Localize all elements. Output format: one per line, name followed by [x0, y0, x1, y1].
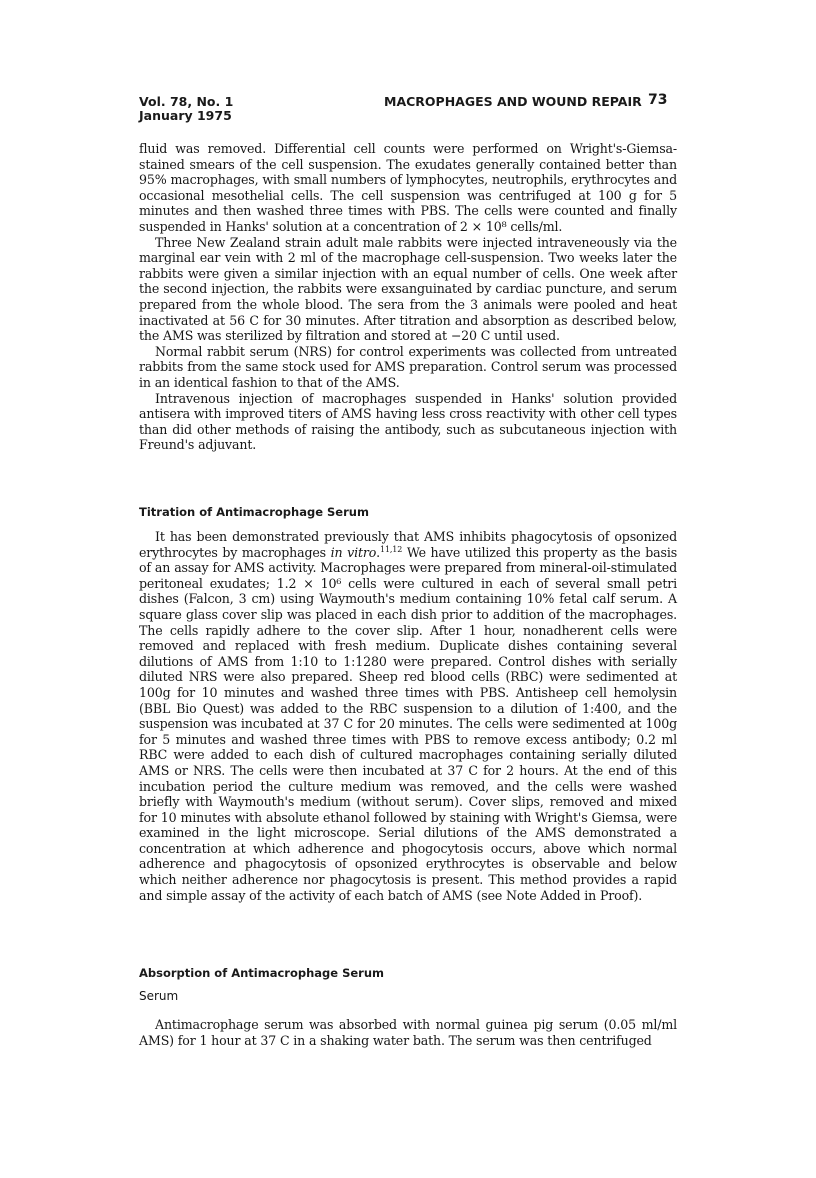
running-title: MACROPHAGES AND WOUND REPAIR	[384, 94, 642, 109]
paragraph-absorption: Antimacrophage serum was absorbed with normal guinea pig serum (0.05 ml/ml AMS) for 1 hour at 37 C in a shaking water bath. The serum was then centrifuged	[139, 1017, 677, 1048]
header-date: January 1975	[139, 108, 232, 123]
citation-11-12: 11,12	[380, 544, 403, 554]
section-heading-titration: Titration of Antimacrophage Serum	[139, 505, 369, 519]
paragraph-titration: It has been demonstrated previously that AMS inhibits phagocytosis of opsonized erythrocytes by macrophages in vitro.$^{11,12}$ We have utilized this property as the basis of an assay for AMS activity. Macrophages were prepared from mineral-oil-stimulated peritoneal exudates; 1.2 × 10⁶ cells were cultured in each of several small petri dishes (Falcon, 3 cm) using Waymouth's medium containing 10% fetal calf serum. A square glass cover slip was placed in each dish prior to addition of the macrophages. The cells rapidly adhere to the cover slip. After 1 hour, nonadherent cells were removed and replaced with fresh medium. Duplicate dishes containing several dilutions of AMS from 1:10 to 1:1280 were prepared. Control dishes with serially diluted NRS were also prepared. Sheep red blood cells (RBC) were sedimented at 100g for 10 minutes and washed three times with PBS. Antisheep cell hemolysin (BBL Bio Quest) was added to the RBC suspension to a dilution of 1:400, and the suspension was incubated at 37 C for 20 minutes. The cells were sedimented at 100g for 5 minutes and washed three times with PBS to remove excess antibody; 0.2 ml RBC were added to each dish of cultured macrophages containing serially diluted AMS or NRS. The cells were then incubated at 37 C for 2 hours. At the end of this incubation period the culture medium was removed, and the cells were washed briefly with Waymouth's medium (without serum). Cover slips, removed and mixed for 10 minutes with absolute ethanol followed by staining with Wright's Giemsa, were examined in the light microscope. Serial dilutions of the AMS demonstrated a concentration at which adherence and phogocytosis occurs, above which normal adherence and phagocytosis of opsonized erythrocytes is observable and below which neither adherence nor phagocytosis is present. This method provides a rapid and simple assay of the activity of each batch of AMS (see Note Added in Proof).	[139, 529, 678, 903]
section-heading-absorption: Absorption of Antimacrophage Serum	[139, 966, 385, 980]
titration-text	[139, 529, 677, 903]
paragraph-rabbit-injection: Three New Zealand strain adult male rabbits were injected intraveneously via the marginal ear vein with 2 ml of the macrophage cell-suspension. Two weeks later the rabbits were given a similar injection with an equal number of cells. One week after the second injection, the rabbits were exsanguinated by cardiac puncture, and serum prepared from the whole blood. The sera from the 3 animals were pooled and heat inactivated at 56 C for 30 minutes. After titration and absorption as described below, the AMS was sterilized by filtration and stored at −20 C until used.	[139, 234, 677, 344]
subheading-serum: Serum	[139, 989, 179, 1003]
titration-in-vitro: in vitro	[330, 544, 377, 560]
paragraph-intravenous-injection: Intravenous injection of macrophages suspended in Hanks' solution provided antisera with improved titers of AMS having less cross reactivity with other cell types than did other methods of raising the antibody, such as subcutaneous injection with Freund's adjuvant.	[139, 390, 677, 453]
titration-text-rest: We have utilized this property as the basis of an assay for AMS activity. Macrophages were prepared from mineral-oil-stimulated peritoneal exudates; 1.2 × 10⁶ cells were cultured in each of several small petri dishes (Falcon, 3 cm) using Waymouth's medium containing 10% fetal calf serum. A square glass cover slip was placed in each dish prior to addition of the macrophages. The cells rapidly adhere to the cover slip. After 1 hour, nonadherent cells were removed and replaced with fresh medium. Duplicate dishes containing several dilutions of AMS from 1:10 to 1:1280 were prepared. Control dishes with serially diluted NRS were also prepared. Sheep red blood cells (RBC) were sedimented at 100g for 10 minutes and washed three times with PBS. Antisheep cell hemolysin (BBL Bio Quest) was added to the RBC suspension to a dilution of 1:400, and the suspension was incubated at 37 C for 20 minutes. The cells were sedimented at 100g for 5 minutes and washed three times with PBS to remove excess antibody; 0.2 ml RBC were added to each dish of cultured macrophages containing serially diluted AMS or NRS. The cells were then incubated at 37 C for 2 hours. At the end of this incubation period the culture medium was removed, and the cells were washed briefly with Waymouth's medium (without serum). Cover slips, removed and mixed for 10 minutes with absolute ethanol followed by staining with Wright's Giemsa, were examined in the light microscope. Serial dilutions of the AMS demonstrated a concentration at which adherence and phogocytosis occurs, above which normal adherence and phagocytosis of opsonized erythrocytes is observable and below which neither adherence nor phagocytosis is present. This method provides a rapid and simple assay of the activity of each batch of AMS (see Note Added in Proof).	[139, 544, 678, 903]
page-number: 73	[648, 92, 668, 108]
methods-text-top	[139, 141, 677, 453]
header-volume: Vol. 78, No. 1	[139, 94, 234, 109]
absorption-text	[139, 1017, 677, 1048]
paragraph-cell-counts: fluid was removed. Differential cell counts were performed on Wright's-Giemsa-stained smears of the cell suspension. The exudates generally contained better than 95% macrophages, with small numbers of lymphocytes, neutrophils, erythrocytes and occasional mesothelial cells. The cell suspension was centrifuged at 100 g for 5 minutes and then washed three times with PBS. The cells were counted and finally suspended in Hanks' solution at a concentration of 2 × 10⁸ cells/ml.	[139, 141, 677, 234]
paragraph-normal-rabbit-serum: Normal rabbit serum (NRS) for control experiments was collected from untreated rabbits from the same stock used for AMS preparation. Control serum was processed in an identical fashion to that of the AMS.	[139, 343, 677, 390]
titration-text-start: It has been demonstrated previously that AMS inhibits phagocytosis of opsonized erythrocytes by macrophages	[139, 529, 677, 560]
